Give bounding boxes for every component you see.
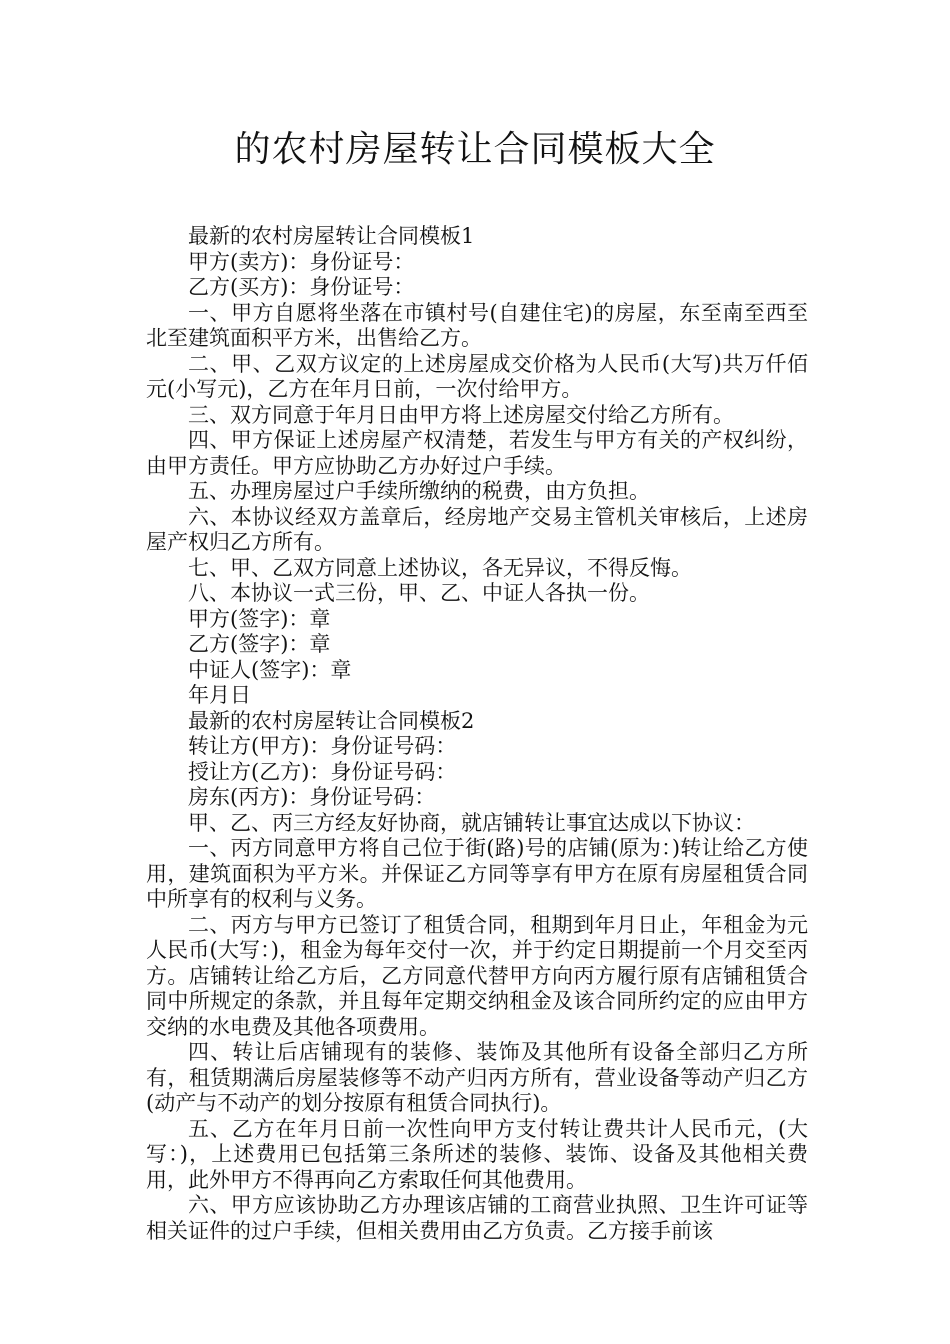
- paragraph: 五、乙方在年月日前一次性向甲方支付转让费共计人民币元，(大写：)，上述费用已包括第三条所述的装修、装饰、设备及其他相关费用，此外甲方不得再向乙方索取任何其他费用。: [146, 1116, 808, 1192]
- paragraph: 一、甲方自愿将坐落在市镇村号(自建住宅)的房屋，东至南至西至北至建筑面积平方米，出售给乙方。: [146, 300, 808, 350]
- paragraph: 甲方(签字)：章: [188, 606, 331, 631]
- paragraph: 三、双方同意于年月日由甲方将上述房屋交付给乙方所有。: [188, 402, 734, 427]
- paragraph: 二、甲、乙双方议定的上述房屋成交价格为人民币(大写)共万仟佰元(小写元)，乙方在年月日前，一次付给甲方。: [146, 351, 808, 401]
- paragraph: 二、丙方与甲方已签订了租赁合同，租期到年月日止，年租金为元人民币(大写：)，租金为每年交付一次，并于约定日期提前一个月交至丙方。店铺转让给乙方后，乙方同意代替甲方向丙方履行原有店铺租赁合同中所规定的条款，并且每年定期交纳租金及该合同所约定的应由甲方交纳的水电费及其他各项费用。: [146, 912, 808, 1039]
- paragraph: 一、丙方同意甲方将自己位于街(路)号的店铺(原为：)转让给乙方使用，建筑面积为平方米。并保证乙方同等享有甲方在原有房屋租赁合同中所享有的权利与义务。: [146, 836, 808, 911]
- paragraph: 乙方(买方)：身份证号：: [188, 275, 415, 299]
- paragraph: 房东(丙方)：身份证号码：: [188, 785, 436, 809]
- paragraph: 七、甲、乙双方同意上述协议，各无异议，不得反悔。: [188, 555, 692, 580]
- document-title: 的农村房屋转让合同模板大全: [234, 129, 716, 170]
- paragraph: 六、甲方应该协助乙方办理该店铺的工商营业执照、卫生许可证等相关证件的过户手续，但相关费用由乙方负责。乙方接手前该: [146, 1193, 808, 1243]
- paragraph: 乙方(签字)：章: [188, 632, 331, 656]
- paragraph: 四、转让后店铺现有的装修、装饰及其他所有设备全部归乙方所有，租赁期满后房屋装修等不动产归丙方所有，营业设备等动产归乙方(动产与不动产的划分按原有租赁合同执行)。: [146, 1040, 808, 1115]
- paragraph: 四、甲方保证上述房屋产权清楚，若发生与甲方有关的产权纠纷，由甲方责任。甲方应协助乙方办好过户手续。: [146, 428, 808, 478]
- paragraph: 八、本协议一式三份，甲、乙、中证人各执一份。: [188, 581, 650, 605]
- paragraph: 中证人(签字)：章: [188, 657, 352, 682]
- paragraph: 甲方(卖方)：身份证号：: [188, 249, 415, 274]
- paragraph: 最新的农村房屋转让合同模板1: [188, 224, 475, 248]
- paragraph: 转让方(甲方)：身份证号码：: [188, 734, 457, 758]
- paragraph: 最新的农村房屋转让合同模板2: [188, 708, 475, 733]
- document-body: [146, 224, 808, 1244]
- paragraph: 甲、乙、丙三方经友好协商，就店铺转让事宜达成以下协议：: [188, 810, 755, 835]
- paragraph: 六、本协议经双方盖章后，经房地产交易主管机关审核后，上述房屋产权归乙方所有。: [146, 504, 808, 554]
- paragraph: 授让方(乙方)：身份证号码：: [188, 759, 457, 784]
- paragraph: 年月日: [188, 683, 251, 707]
- paragraph: 五、办理房屋过户手续所缴纳的税费，由方负担。: [188, 479, 650, 503]
